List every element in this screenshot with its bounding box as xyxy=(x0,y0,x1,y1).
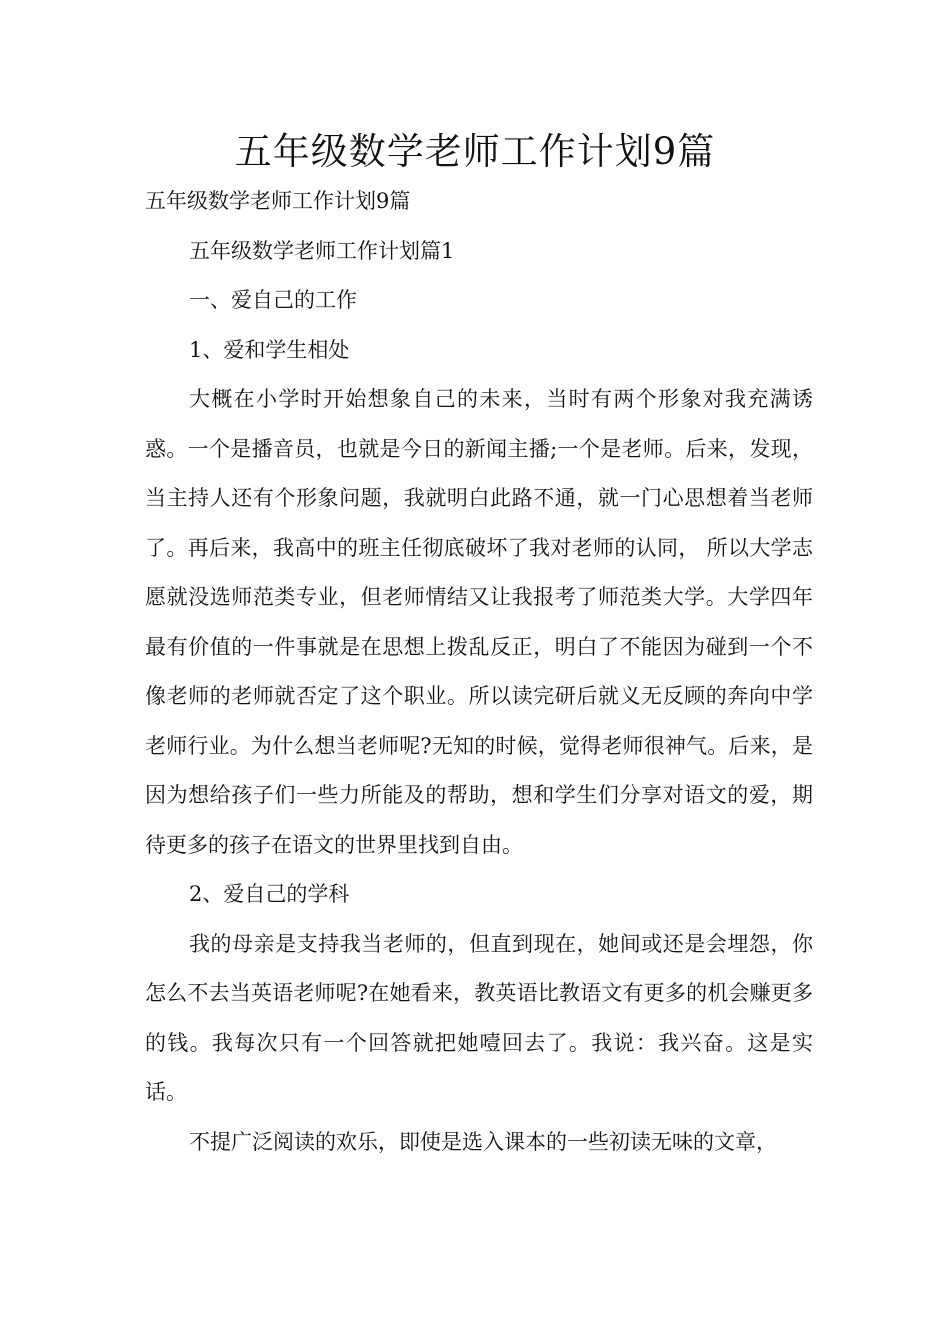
document-subtitle: 五年级数学老师工作计划9篇 xyxy=(145,189,411,213)
subheading-love-subject: 2、爱自己的学科 xyxy=(189,882,350,906)
section-heading: 五年级数学老师工作计划篇1 xyxy=(189,238,455,263)
paragraph-mother: 我的母亲是支持我当老师的，但直到现在，她间或还是会埋怨，你怎么不去当英语老师呢?在她看来，教英语比教语文有更多的机会赚更多的钱。我每次只有一个回答就把她噎回去了。我说：我兴奋。这是实话。 xyxy=(145,931,813,1104)
document-title: 五年级数学老师工作计划9篇 xyxy=(234,130,716,173)
document-body xyxy=(145,177,813,1167)
subheading-love-students: 1、爱和学生相处 xyxy=(189,337,350,362)
heading-love-work: 一、爱自己的工作 xyxy=(189,288,357,312)
paragraph-career-story: 大概在小学时开始想象自己的未来，当时有两个形象对我充满诱惑。一个是播音员，也就是今日的新闻主播;一个是老师。后来，发现，当主持人还有个形象问题，我就明白此路不通，就一门心思想着当老师了。再后来，我高中的班主任彻底破坏了我对老师的认同， 所以大学志愿就没选师范类专业，但老师情结又让我报考了师范类大学。大学四年最有价值的一件事就是在思想上拨乱反正，明白了不能因为碰到一个不像老师的老师就否定了这个职业。所以读完研后就义无反顾的奔向中学老师行业。为什么想当老师呢?无知的时候，觉得老师很神气。后来，是因为想给孩子们一些力所能及的帮助，想和学生们分享对语文的爱，期待更多的孩子在语文的世界里找到自由。 xyxy=(145,387,813,857)
paragraph-reading: 不提广泛阅读的欢乐，即使是选入课本的一些初读无味的文章， xyxy=(189,1129,777,1154)
